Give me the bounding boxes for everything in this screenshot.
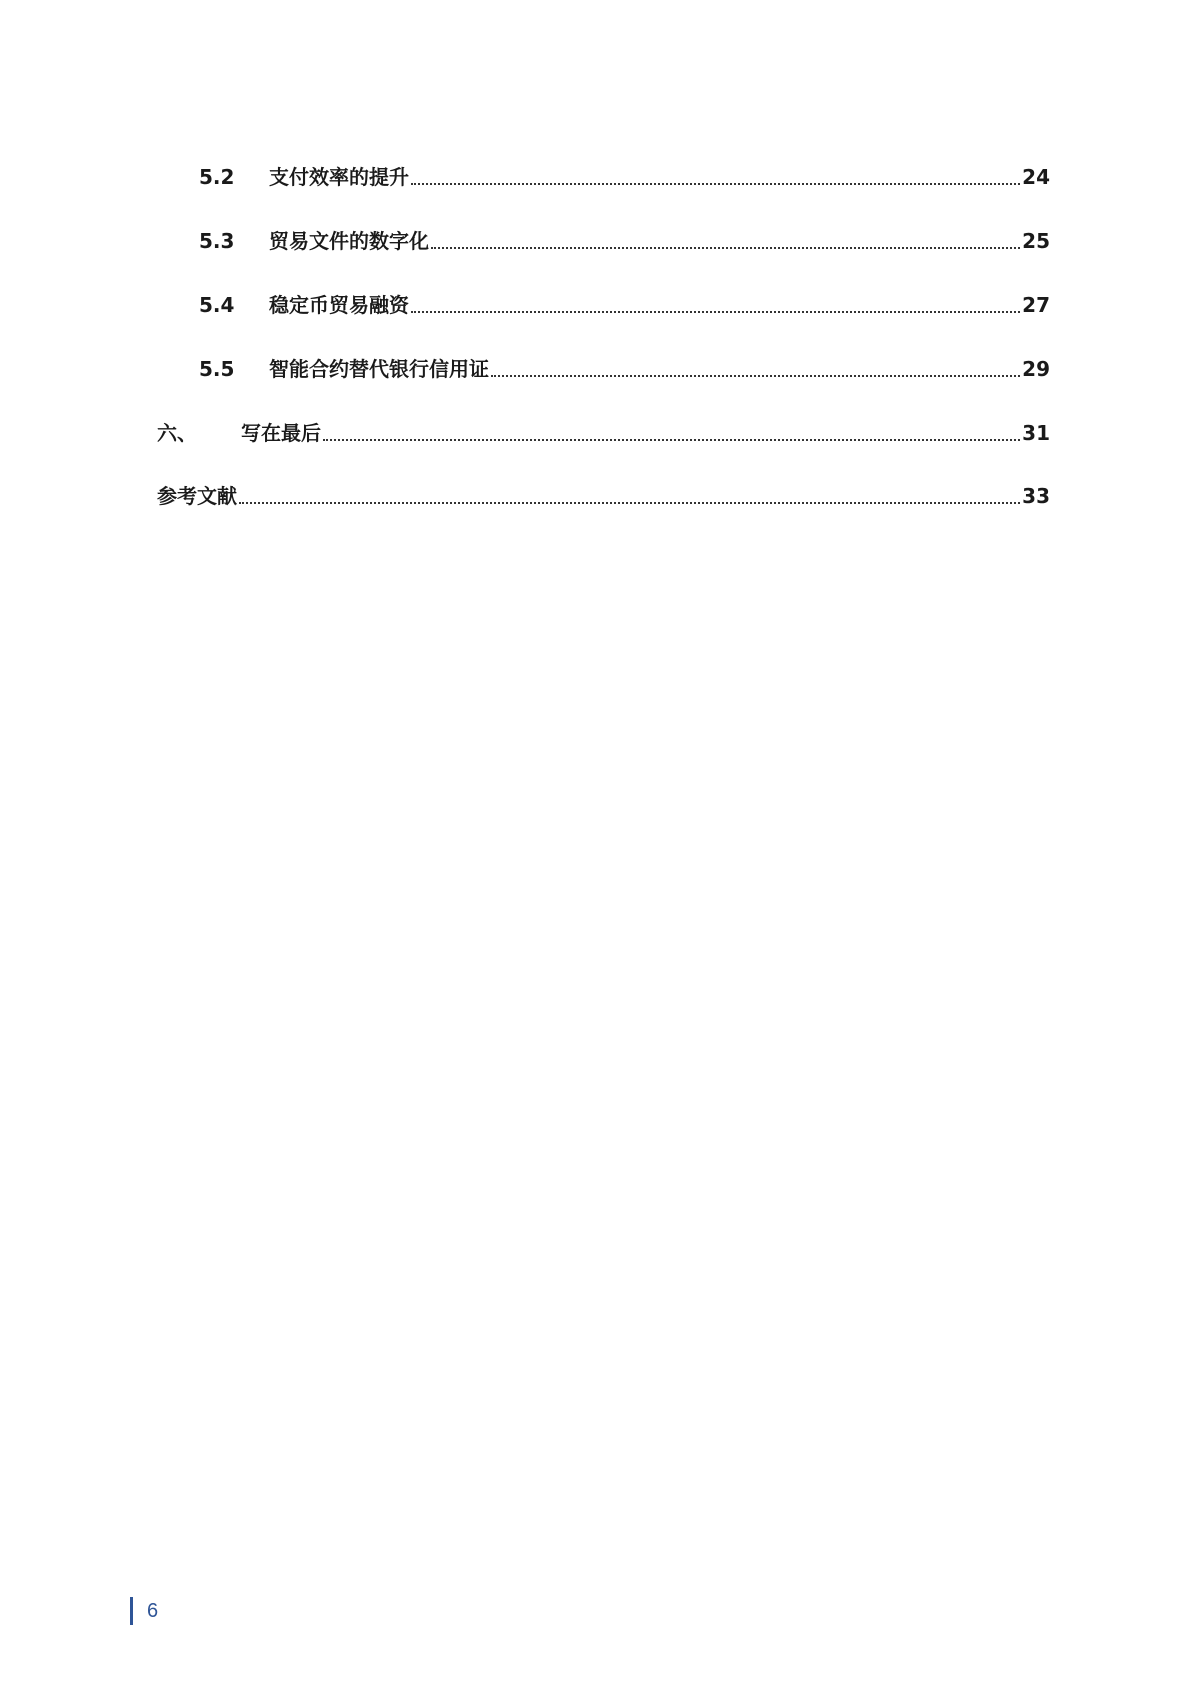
toc-entry-page: 27 (1022, 293, 1050, 317)
toc-entry-references[interactable] (157, 478, 1050, 514)
toc-entry-number: 5.2 (199, 165, 235, 189)
toc-entry-title: 智能合约替代银行信用证 (269, 357, 489, 381)
toc-dot-leader (411, 287, 1020, 323)
toc-dot-leader (431, 223, 1020, 259)
toc-entry-chapter-6[interactable] (157, 415, 1050, 451)
toc-entry-number: 5.5 (199, 357, 235, 381)
footer-accent-bar (130, 1597, 133, 1625)
toc-entry-page: 31 (1022, 421, 1050, 445)
toc-dot-leader (491, 351, 1020, 387)
toc-dot-leader (323, 415, 1020, 451)
toc-entry-5-2[interactable] (199, 159, 1050, 195)
footer-page-number: 6 (147, 1599, 159, 1622)
toc-entry-page: 25 (1022, 229, 1050, 253)
toc-dot-leader (411, 159, 1020, 195)
toc-entry-number: 5.4 (199, 293, 235, 317)
toc-entry-5-3[interactable] (199, 223, 1050, 259)
toc-entry-title: 写在最后 (241, 421, 321, 445)
toc-entry-title: 稳定币贸易融资 (269, 293, 409, 317)
toc-entry-title: 贸易文件的数字化 (269, 229, 429, 253)
toc-entry-page: 33 (1022, 484, 1050, 508)
toc-entry-number: 六、 (157, 421, 197, 445)
toc-entry-number: 5.3 (199, 229, 235, 253)
toc-entry-page: 24 (1022, 165, 1050, 189)
toc-entry-title: 支付效率的提升 (269, 165, 409, 189)
toc-entry-title: 参考文献 (157, 484, 237, 508)
toc-dot-leader (239, 478, 1020, 514)
toc-entry-5-5[interactable] (199, 351, 1050, 387)
page-footer (130, 1597, 158, 1625)
toc-entry-5-4[interactable] (199, 287, 1050, 323)
toc-entry-page: 29 (1022, 357, 1050, 381)
